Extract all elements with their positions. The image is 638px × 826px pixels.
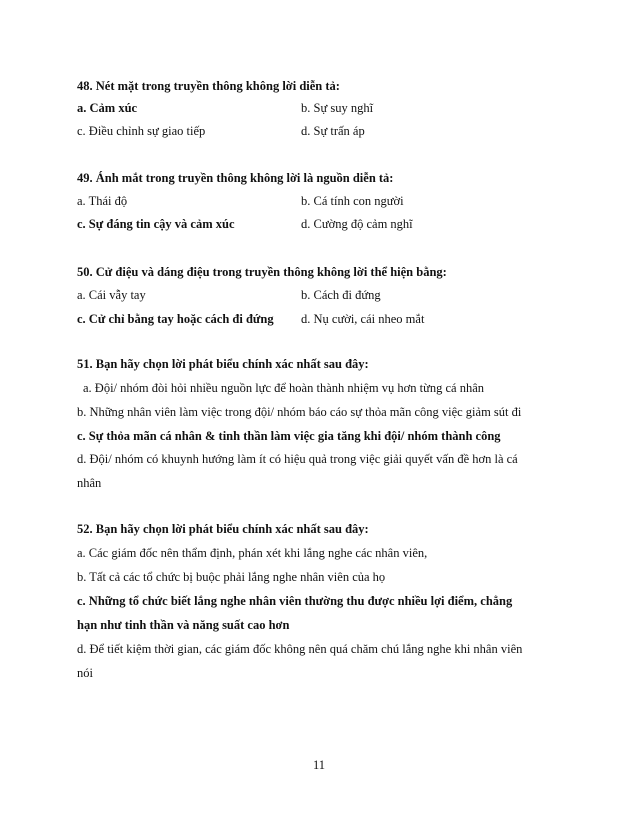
page-number: 11 xyxy=(312,758,326,772)
question-49-option-d: d. Cường độ cảm nghĩ xyxy=(301,217,413,231)
question-50-option-b: b. Cách đi đứng xyxy=(301,288,381,302)
question-48-option-d: d. Sự trấn áp xyxy=(301,124,365,138)
question-50-title: 50. Cử điệu và dáng điệu trong truyền thông không lời thể hiện bằng: xyxy=(77,265,447,279)
question-52-option-b: b. Tất cả các tổ chức bị buộc phải lắng nghe nhân viên của họ xyxy=(77,570,386,584)
question-50-option-a: a. Cái vẫy tay xyxy=(77,288,146,302)
question-51-title: 51. Bạn hãy chọn lời phát biểu chính xác nhất sau đây: xyxy=(77,357,369,371)
question-52-option-c-line1: c. Những tổ chức biết lắng nghe nhân viên thường thu được nhiều lợi điểm, chẳng xyxy=(77,594,513,608)
question-52-option-d-line2: nói xyxy=(77,666,93,680)
question-52-title: 52. Bạn hãy chọn lời phát biểu chính xác nhất sau đây: xyxy=(77,522,369,536)
question-50-option-d: d. Nụ cười, cái nheo mắt xyxy=(301,312,425,326)
question-49-option-c: c. Sự đáng tin cậy và cảm xúc xyxy=(77,217,235,231)
question-49-option-a: a. Thái độ xyxy=(77,194,128,208)
question-48-option-c: c. Điều chỉnh sự giao tiếp xyxy=(77,124,206,138)
question-52-option-d-line1: d. Để tiết kiệm thời gian, các giám đốc không nên quá chăm chú lắng nghe khi nhân viên xyxy=(77,642,523,656)
question-49-option-b: b. Cá tính con người xyxy=(301,194,404,208)
question-49-title: 49. Ánh mắt trong truyền thông không lời là nguồn diễn tả: xyxy=(77,171,394,185)
question-52-option-c-line2: hạn như tinh thần và năng suất cao hơn xyxy=(77,618,290,632)
question-48-option-b: b. Sự suy nghĩ xyxy=(301,101,374,115)
question-50-option-c: c. Cử chỉ bằng tay hoặc cách đi đứng xyxy=(77,312,274,326)
question-51-option-c: c. Sự thỏa mãn cá nhân & tinh thần làm việc gia tăng khi đội/ nhóm thành công xyxy=(77,429,501,443)
question-48-title: 48. Nét mặt trong truyền thông không lời diễn tả: xyxy=(77,79,340,93)
question-48-option-a: a. Cảm xúc xyxy=(77,101,138,115)
question-51-option-b: b. Những nhân viên làm việc trong đội/ nhóm báo cáo sự thỏa mãn công việc giảm sút đi xyxy=(77,405,522,419)
question-51-option-a: a. Đội/ nhóm đòi hỏi nhiều nguồn lực để hoàn thành nhiệm vụ hơn từng cá nhân xyxy=(83,381,484,395)
question-52-option-a: a. Các giám đốc nên thẩm định, phán xét khi lắng nghe các nhân viên, xyxy=(77,546,428,560)
question-51-option-d-line2: nhân xyxy=(77,476,102,490)
question-51-option-d-line1: d. Đội/ nhóm có khuynh hướng làm ít có hiệu quả trong việc giải quyết vấn đề hơn là cá xyxy=(77,452,518,466)
